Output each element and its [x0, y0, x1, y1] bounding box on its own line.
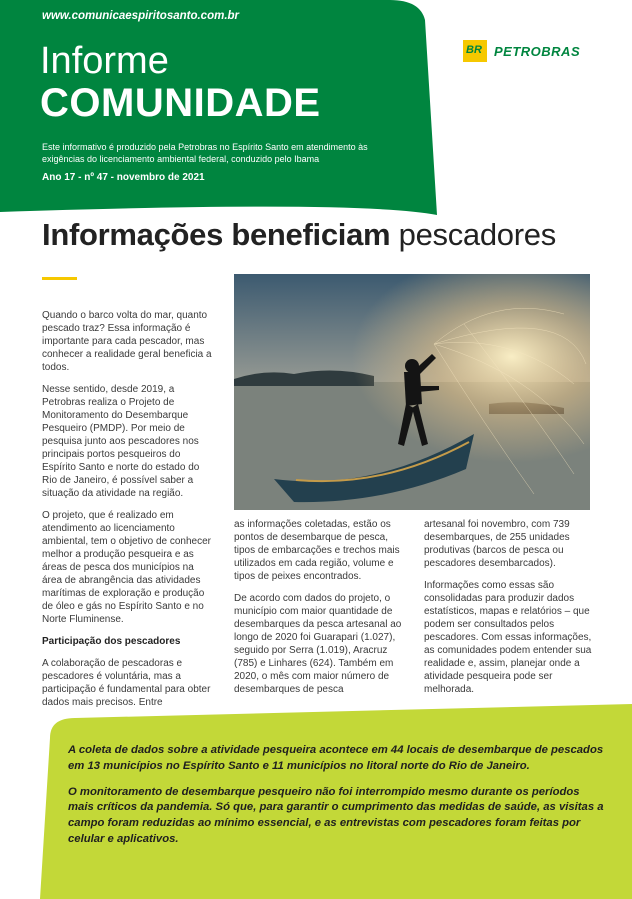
callout-paragraph: O monitoramento de desembarque pesqueiro não foi interrompido mesmo durante os períodos mais críticos da pandemia. Só que, para garantir o cumprimento das medidas de saúde, as visitas a campo foram reduzidas ao mínimo essencial, e as entrevistas com pescadores foram feitas por celular e aplicativos.: [68, 785, 604, 846]
article-paragraph: Quando o barco volta do mar, quanto pescado traz? Essa informação é importante para cada pescador, mas conhecer a realidade geral beneficia a todos.: [42, 310, 212, 373]
article-paragraph: A colaboração de pescadoras e pescadores é voluntária, mas a participação é fundamental para obter dados mais precisos. Entre: [42, 658, 211, 708]
headline-regular: pescadores: [398, 217, 556, 252]
article-paragraph: Informações como essas são consolidadas para produzir dados estatísticos, mapas e relatórios – que podem ser consultados pelos pescadores. Com essas informações, as comunidades podem entender sua realidade e, assim, planejar onde a atividade pesqueira pode ser melhorada.: [424, 580, 592, 695]
newsletter-title-comunidade: COMUNIDADE: [40, 81, 321, 125]
article-paragraph: De acordo com dados do projeto, o município com maior quantidade de desembarques da pesca artesanal ao longo de 2020 foi Guarapari (1.027), seguido por Serra (1.019), Aracruz (785) e Linhares (624). Também em 2020, o mês com maior número de desembarques de pesca: [234, 593, 402, 695]
headline-accent-bar: [42, 277, 77, 280]
website-url[interactable]: www.comunicaespiritosanto.com.br: [42, 10, 240, 22]
article-paragraph: Nesse sentido, desde 2019, a Petrobras realiza o Projeto de Monitoramento do Desembarque Pesqueiro (PMDP). Por meio de pesquisa junto aos pescadores nos principais portos pesqueiros do Espírito Santo e norte do estado do Rio de Janeiro, é possível saber a situação da atividade na região.: [42, 384, 200, 499]
newsletter-title-informe: Informe: [40, 40, 169, 82]
edition-info: Ano 17 - nº 47 - novembro de 2021: [42, 172, 205, 183]
headline-bold: Informações beneficiam: [42, 217, 391, 252]
callout-text: [68, 743, 608, 858]
article-column-3: [424, 518, 596, 705]
article-paragraph: as informações coletadas, estão os pontos de desembarque de pesca, tipos de embarcações e trechos mais utilizados em cada região, volume e tipos de peixes encontrados.: [234, 519, 400, 582]
article-paragraph: O projeto, que é realizado em atendimento ao licenciamento ambiental, tem o objetivo de conhecer melhor a produção pesqueira e as áreas de pesca dos municípios na área de abrangência das atividades marítimas de exploração e produção de óleo e gás no Espírito Santo e no Norte Fluminense.: [42, 510, 211, 625]
article-headline: [42, 217, 556, 253]
callout-paragraph: A coleta de dados sobre a atividade pesqueira acontece em 44 locais de desembarque de pescados em 13 municípios no Espírito Santo e 11 municípios no litoral norte do Rio de Janeiro.: [68, 744, 604, 772]
newsletter-intro: Este informativo é produzido pela Petrobras no Espírito Santo em atendimento às exigências do licenciamento ambiental federal, conduzido pelo Ibama: [42, 142, 368, 165]
article-column-1: [42, 309, 214, 718]
petrobras-wordmark: PETROBRAS: [494, 43, 581, 59]
article-paragraph: artesanal foi novembro, com 739 desembarques, de 255 unidades produtivas (barcos de pesca ou pescadores desembarcados).: [424, 519, 570, 569]
article-column-2: [234, 518, 406, 705]
petrobras-logo: [463, 40, 580, 62]
fisherman-casting-net-photo: [234, 274, 590, 510]
article-subheading: Participação dos pescadores: [42, 636, 181, 647]
br-logo-icon: BR: [463, 40, 487, 62]
